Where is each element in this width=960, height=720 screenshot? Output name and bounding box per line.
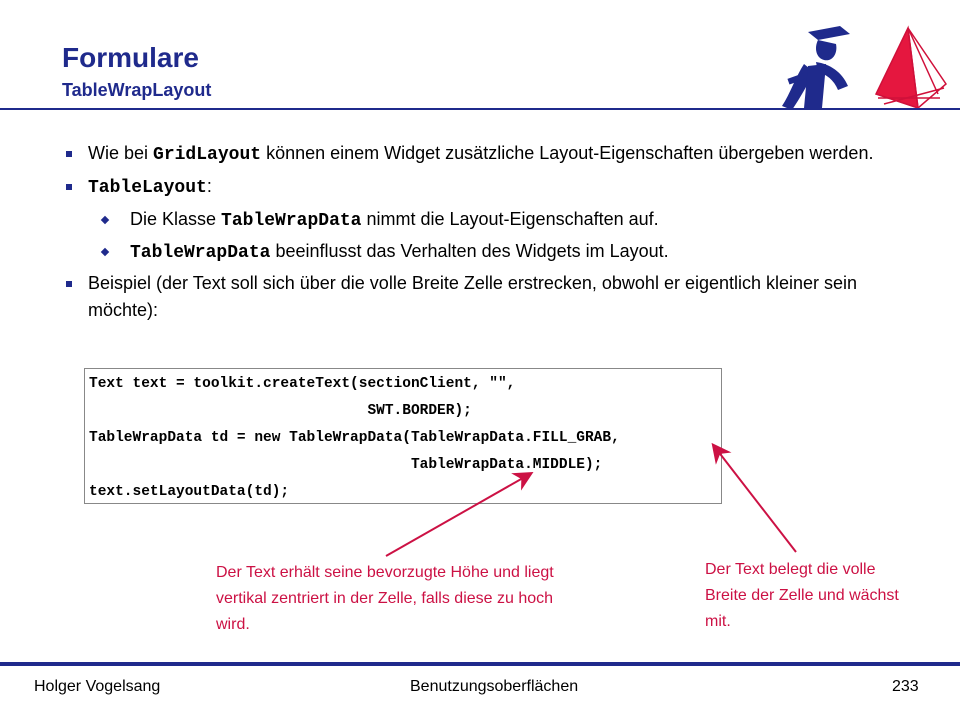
code-term: TableWrapData <box>221 211 362 231</box>
arrow-fill-grab <box>714 446 796 552</box>
page-subtitle: TableWrapLayout <box>62 80 212 100</box>
footer-course: Benutzungsoberflächen <box>410 678 579 695</box>
bullet-text: beeinflusst das Verhalten des Widgets im Layout. <box>270 241 669 261</box>
bullet-text: Die Klasse <box>130 209 222 229</box>
code-line: Text text = toolkit.createText(sectionClient, "", <box>89 376 516 392</box>
code-line: TableWrapData.MIDDLE); <box>89 457 603 473</box>
footer-author: Holger Vogelsang <box>34 678 161 695</box>
bullet-text: können einem Widget zusätzliche Layout-Eigenschaften übergeben werden. <box>261 143 874 163</box>
arrow-middle <box>386 474 530 556</box>
code-term: GridLayout <box>153 145 262 165</box>
annotation-width: Der Text belegt die volle Breite der Zelle und wächst mit. <box>705 561 899 630</box>
annotation-height: Der Text erhält seine bevorzugte Höhe und liegt vertikal zentriert in der Zelle, falls diese zu hoch wird. <box>216 564 554 633</box>
bullet-text: : <box>206 176 212 196</box>
code-line: text.setLayoutData(td); <box>89 484 290 500</box>
bullet-text: nimmt die Layout-Eigenschaften auf. <box>361 209 659 229</box>
code-term: TableWrapData <box>130 243 271 263</box>
page-title: Formulare <box>62 42 199 73</box>
code-term: TableLayout <box>88 178 207 198</box>
code-line: SWT.BORDER); <box>89 403 472 419</box>
page-number: 233 <box>892 678 919 695</box>
code-line: TableWrapData td = new TableWrapData(TableWrapData.FILL_GRAB, <box>89 430 620 446</box>
footer-divider <box>0 662 960 666</box>
bullet-text: Beispiel (der Text soll sich über die volle Breite Zelle erstrecken, obwohl er eigentlich kleiner sein möchte): <box>88 273 858 320</box>
bullet-text: Wie bei <box>88 143 154 163</box>
